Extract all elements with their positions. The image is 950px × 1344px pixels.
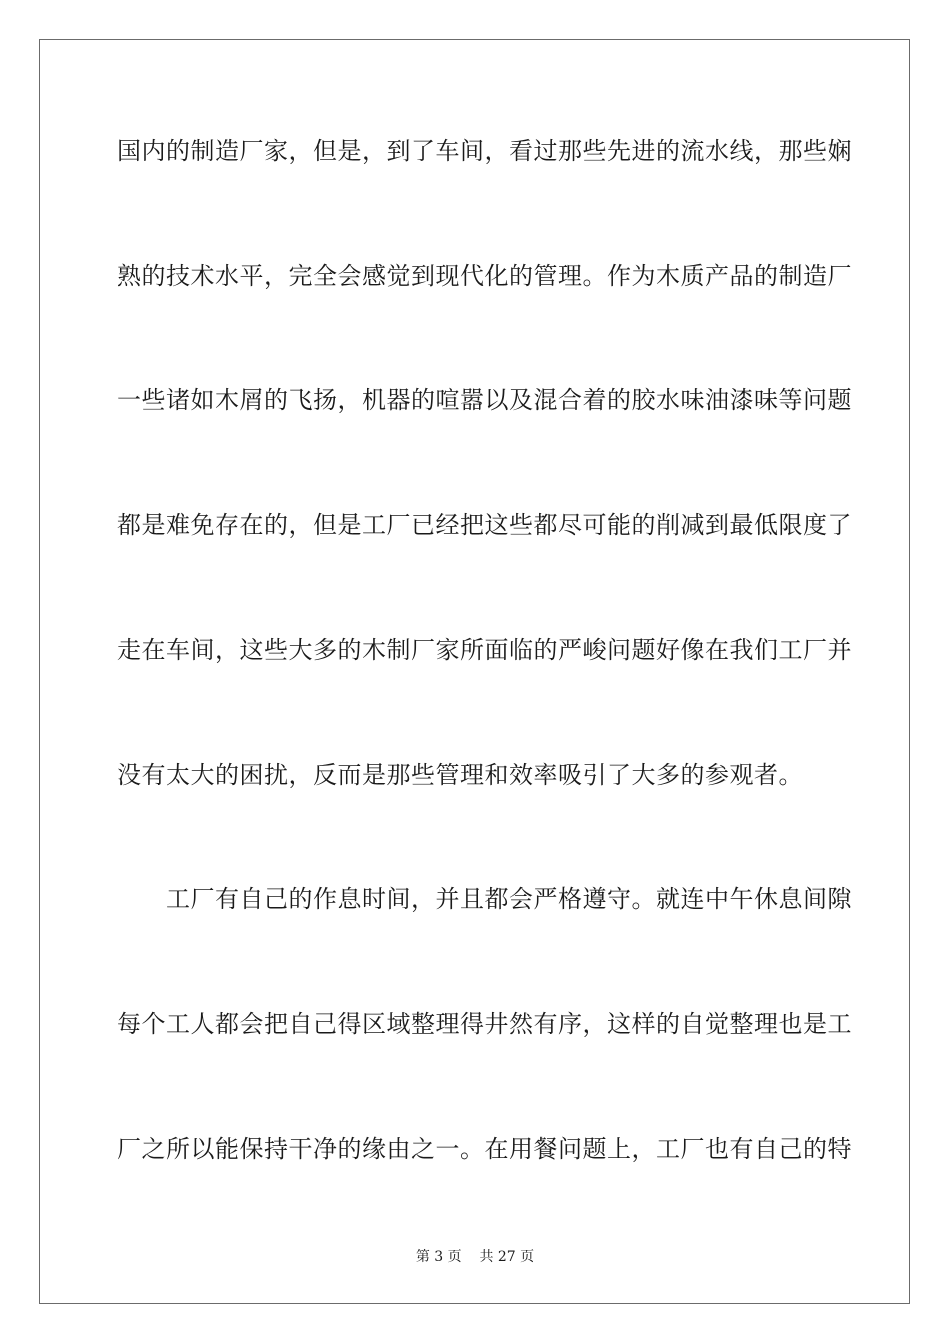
text-line: 每个工人都会把自己得区域整理得井然有序，这样的自觉整理也是工 [117,1010,852,1038]
text-line: 没有太大的困扰，反而是那些管理和效率吸引了大多的参观者。 [117,761,803,789]
page-number: 第 3 页 [415,1249,462,1265]
page-total: 共 27 页 [479,1249,535,1265]
text-line: 国内的制造厂家，但是，到了车间，看过那些先进的流水线，那些娴 [117,137,852,165]
page-footer [0,1248,950,1266]
text-line: 厂之所以能保持干净的缘由之一。在用餐问题上，工厂也有自己的特 [117,1135,852,1163]
page-border [39,39,910,1304]
text-line: 一些诸如木屑的飞扬，机器的喧嚣以及混合着的胶水味油漆味等问题 [117,386,852,414]
text-line: 工厂有自己的作息时间，并且都会严格遵守。就连中午休息间隙 [117,885,852,913]
text-line: 都是难免存在的，但是工厂已经把这些都尽可能的削减到最低限度了 [117,511,852,539]
text-line: 走在车间，这些大多的木制厂家所面临的严峻问题好像在我们工厂并 [117,636,852,664]
text-line: 熟的技术水平，完全会感觉到现代化的管理。作为木质产品的制造厂 [117,262,852,290]
